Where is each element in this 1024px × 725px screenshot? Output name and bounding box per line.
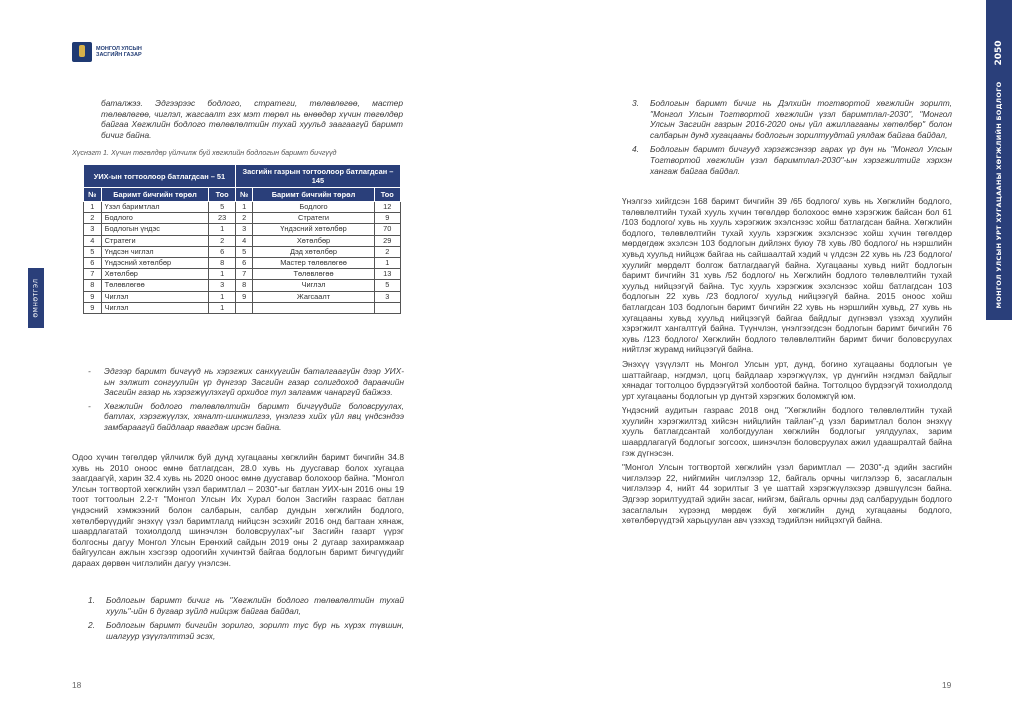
bullet-text: Хөгжлийн бодлого төлөвлөлтийн баримт бичгүүдийг боловсруулах, батлах, хэрэгжүүлэх, хяналт-шинжилгээ, үнэлгээ хийх үйл явц үндсэндээ замбараагүй байдлаар явагдаж ирсэн байна.	[104, 400, 404, 432]
table-cell: 1	[235, 202, 253, 213]
table-cell: Хөтөлбөр	[253, 235, 374, 246]
table-cell: 2	[235, 213, 253, 224]
table-cell: Бодлого	[101, 213, 209, 224]
list-item-text: Бодлогын баримт бичгууд хэрэгжсэнээр гарах үр дүн нь "Монгол Улсын Тогтвортой хөгжлийн үзэл баримтлал-2030"-ын хэрэгжилтийг хэрхэн хангаж байгаа байдал.	[650, 144, 952, 176]
page-number: 18	[72, 680, 82, 690]
table-cell: 4	[84, 235, 102, 246]
table-row	[84, 224, 401, 235]
table-cell: 13	[374, 269, 400, 280]
bullet-list	[88, 366, 404, 436]
table-cell: Үндэсний хөтөлбөр	[101, 257, 209, 268]
table-cell	[235, 302, 253, 313]
table-cell: Төлөвлөгөө	[253, 269, 374, 280]
sidebar-year: 2050	[994, 40, 1004, 66]
sidebar-title: МОНГОЛ УЛСЫН УРТ ХУГАЦААНЫ ХӨГЖЛИЙН БОДЛОГО	[995, 81, 1003, 309]
table-cell: 6	[84, 257, 102, 268]
table-cell: Бодлого	[253, 202, 374, 213]
table-row	[84, 291, 401, 302]
table-cell: 5	[209, 202, 235, 213]
bullet-text: Эдгээр баримт бичгүүд нь хэрэгжих санхүүгийн баталгаагүйн дээр УИХ-ын ээлжит сонгуулийн үр дүнгээр Засгийн газар солигдоход дараачийн Засгийн газар нь хэрэгжүүлэхгүй орхидог тул залгамж чанаргүй байжээ.	[104, 366, 404, 398]
table-row	[84, 269, 401, 280]
table-cell: Үзэл баримтлал	[101, 202, 209, 213]
table-cell: 3	[209, 280, 235, 291]
table-cell: 1	[209, 269, 235, 280]
list-item-text: Бодлогын баримт бичгийн зорилго, зорилт тус бүр нь хүрэх түвшин, шалгуур үзүүлэлттэй эсэх,	[106, 620, 404, 641]
government-logo	[72, 42, 142, 62]
table-row	[84, 280, 401, 291]
table-cell: 3	[374, 291, 400, 302]
table-cell: 3	[84, 224, 102, 235]
table-cell: Мастер төлөвлөгөө	[253, 257, 374, 268]
table-cell: 4	[235, 235, 253, 246]
list-item-text: Бодлогын баримт бичиг нь Дэлхийн тогтвортой хөгжлийн зорилт, "Монгол Улсын Тогтвортой хөгжлийн үзэл баримтлал-2030", "Монгол Улсын Засгийн газрын 2016-2020 оны үйл ажиллагааны хөтөлбөр" болон салбарын дунд хугацааны бодлогын зорилтуудтай уялдаж байгаа байдал,	[650, 98, 952, 140]
intro-paragraph: баталжээ. Эдгээрээс бодлого, стратеги, төлөвлөгөө, мастер төлөвлөгөө, чиглэл, жагсаалт гэх мэт төрөл нь өнөөдөр хүчин төгөлдөр байгаа Хөгжлийн бодлого төлөвлөлтийн тухай хуульд заагаагүй баримт бичиг байна.	[101, 98, 403, 140]
table-cell: 9	[84, 302, 102, 313]
table-cell: Үндсэн чиглэл	[101, 246, 209, 257]
table-cell	[374, 302, 400, 313]
table-cell: 7	[84, 269, 102, 280]
table-cell: 9	[84, 291, 102, 302]
list-item: 2. Бодлогын баримт бичгийн зорилго, зорилт тус бүр нь хүрэх түвшин, шалгуур үзүүлэлттэй эсэх,	[88, 620, 404, 641]
table-cell: 70	[374, 224, 400, 235]
list-item: - Эдгээр баримт бичгүүд нь хэрэгжих санхүүгийн баталгаагүйн дээр УИХ-ын ээлжит сонгуулийн үр дүнгээр Засгийн газар солигдоход дараачийн Засгийн газар нь хэрэгжүүлэхгүй орхидог тул залгамж чанаргүй байжээ.	[88, 366, 404, 398]
col-header-num: №	[84, 188, 102, 202]
table-row	[84, 213, 401, 224]
body-paragraph: Одоо хүчин төгөлдөр үйлчилж буй дунд хугацааны хөгжлийн баримт бичгийн 34.8 хувь нь 2010 оноос өмнө батлагдсан, 28.0 хувь нь дуусгавар болох хугацаа заагдаагүй, харин 32.4 хувь нь 2020 оноос өмнө дуусгавар болохоор байна. "Монгол Улсын тогтвортой хөгжлийн үзэл баримтлал – 2030"-ыг батлан УИХ-ын 2016 оны 19 тоот тогтоолын 2.2-т "Монгол Улсын Их Хурал болон Засгийн газраас батлан үндэсний хэмжээний болон салбарын, салбар дундын хөгжлийн бодлого, хөтөлбөрүүдийг энэхүү үзэл баримтлалд нийцсэн эсэхийг 2016 онд багтаан хянаж, шаардлагатай тохиолдолд шинэчлэн боловсруулах"-ыг Засгийн газарт үүрэг болгосны дагуу Монгол Улсын Ерөнхий сайдын 2019 оны 2 дугаар захирамжаар байгуулсан ажлын хэсгээр одоогийн хүчинтэй байгаа бодлогын баримт бичгүүдийг дараах дөрвөн чиглэлийн дагуу үнэлсэн.	[72, 452, 404, 568]
table-cell: 1	[84, 202, 102, 213]
list-item: 3. Бодлогын баримт бичиг нь Дэлхийн тогтвортой хөгжлийн зорилт, "Монгол Улсын Тогтвортой хөгжлийн үзэл баримтлал-2030", "Монгол Улсын Засгийн газрын 2016-2020 оны үйл ажиллагааны хөтөлбөр" болон салбарын дунд хугацааны бодлогын зорилтуудтай уялдаж байгаа байдал,	[632, 98, 952, 140]
body-paragraph: Энэхүү үзүүлэлт нь Монгол Улсын урт, дунд, богино хугацааны бодлогын үе шаттайгаар, нэгдмэл, цогц байдлаар хэрэгжүүлэх, үр дүнгийн нэгдмэл байдлыг хянадаг тогтолцоо бүрдээгүйтэй холбоотой байна. Тогтолцоо бүрдээгүй тохиолдолд урт хугацааны бодлогын үр дүнтэй хэрэгжих боломжгүй юм.	[622, 358, 952, 401]
table-cell	[253, 302, 374, 313]
table-cell: 1	[209, 224, 235, 235]
table-cell: Стратеги	[253, 213, 374, 224]
table-cell: 1	[374, 257, 400, 268]
col-header-count: Too	[374, 188, 400, 202]
table-cell: 12	[374, 202, 400, 213]
table-cell: Хөтөлбөр	[101, 269, 209, 280]
table-cell: 2	[374, 246, 400, 257]
table-cell: 29	[374, 235, 400, 246]
table-cell: 6	[235, 257, 253, 268]
numbered-list	[632, 98, 952, 180]
table-cell: 9	[235, 291, 253, 302]
body-text-column	[622, 196, 952, 530]
table-cell: Дэд хөтөлбөр	[253, 246, 374, 257]
table-cell: Бодлогын үндэс	[101, 224, 209, 235]
table-cell: 7	[235, 269, 253, 280]
list-item: 1. Бодлогын баримт бичиг нь "Хөгжлийн бодлого төлөвлөлтийн тухай хууль"-ийн 6 дугаар зүйлд нийцэж байгаа байдал,	[88, 595, 404, 616]
table-cell: Стратеги	[101, 235, 209, 246]
table-cell: Чиглэл	[253, 280, 374, 291]
table-cell: Жагсаалт	[253, 291, 374, 302]
chapter-sidebar-title	[986, 70, 1012, 320]
table-cell: Чиглэл	[101, 291, 209, 302]
body-paragraph: "Монгол Улсын тогтвортой хөгжлийн үзэл баримтлал — 2030"-д эдийн засгийн чиглэлээр 22, нийгмийн чиглэлээр 12, байгаль орчны чиглэлээр 6, засаглалын чиглэлээр 4, нийт 44 зорилтыг 3 үе шаттай хэрэгжүүлэхээр дэвшүүлсэн байна. Эдгээр зорилтуудтай эдийн засаг, нийгэм, байгаль орчны дэд салбаруудын бодлого засаглалын хүрээнд мөрдөж буй хөгжлийн дунд хугацааны бодлого, хөтөлбөрүүдтэй харьцуулан авч үзэхэд тэдийлэн нийцэхгүй байна.	[622, 462, 952, 526]
section-tab	[28, 268, 44, 328]
list-item-text: Бодлогын баримт бичиг нь "Хөгжлийн бодлого төлөвлөлтийн тухай хууль"-ийн 6 дугаар зүйлд нийцэж байгаа байдал,	[106, 595, 404, 616]
table-row	[84, 246, 401, 257]
table-cell: 1	[209, 302, 235, 313]
table-cell: 8	[84, 280, 102, 291]
table-cell: 5	[374, 280, 400, 291]
table-row	[84, 235, 401, 246]
table-row	[84, 257, 401, 268]
table-group-header-government: Засгийн газрын тогтоолоор батлагдсан – 145	[235, 165, 400, 188]
table-cell: 5	[84, 246, 102, 257]
numbered-list	[88, 595, 404, 645]
body-paragraph: Үндэсний аудитын газраас 2018 онд "Хөгжлийн бодлого төлөвлөлтийн тухай хуулийн хэрэгжилтэд хийсэн нийцлийн тайлан"-д үзэл баримтлал болон энэхүү хууль батлагдсантай холбогдуулан хөгжлийн бодлогыг уялдуулах, зарим шаардлагагүй бодлогыг зогсоох, шинэчлэн боловсруулах ажил удаашралтай байна гэж дүгнэсэн.	[622, 405, 952, 458]
table-cell: 23	[209, 213, 235, 224]
col-header-type: Баримт бичгийн төрөл	[253, 188, 374, 202]
table-cell: 2	[209, 235, 235, 246]
col-header-num: №	[235, 188, 253, 202]
table-cell: 8	[235, 280, 253, 291]
logo-line1: МОНГОЛ УЛСЫН	[96, 45, 142, 52]
table-cell: 9	[374, 213, 400, 224]
right-page	[512, 0, 1024, 725]
policy-documents-table	[83, 164, 401, 314]
logo-line2: ЗАСГИЙН ГАЗАР	[96, 52, 142, 58]
table-cell: 8	[209, 257, 235, 268]
table-cell: Чиглэл	[101, 302, 209, 313]
table-cell: Үндэсний хөтөлбөр	[253, 224, 374, 235]
table-group-header-parliament: УИХ-ын тогтоолоор батлагдсан – 51	[84, 165, 236, 188]
table-cell: Төлөвлөгөө	[101, 280, 209, 291]
table-cell: 2	[84, 213, 102, 224]
table-row	[84, 302, 401, 313]
section-tab-label: ӨМНӨТГЭЛ	[32, 278, 40, 318]
page-number: 19	[942, 680, 952, 690]
table-caption: Хүснэгт 1. Хүчин төгөлдөр үйлчилж буй хөгжлийн бодлогын баримт бичгүүд	[72, 148, 337, 157]
state-emblem-icon	[72, 42, 92, 62]
table-row	[84, 202, 401, 213]
table-cell: 5	[235, 246, 253, 257]
col-header-type: Баримт бичгийн төрөл	[101, 188, 209, 202]
col-header-count: Too	[209, 188, 235, 202]
list-item: 4. Бодлогын баримт бичгууд хэрэгжсэнээр гарах үр дүн нь "Монгол Улсын Тогтвортой хөгжлийн үзэл баримтлал-2030"-ын хэрэгжилтийг хэрхэн хангаж байгаа байдал.	[632, 144, 952, 176]
body-paragraph: Үнэлгээ хийгдсэн 168 баримт бичгийн 39 /65 бодлого/ хувь нь Хөгжлийн бодлого, төлөвлөлтийн тухай хууль хүчин төгөлдөр болохоос өмнө хэрэгжиж байсан бол 61 /103 бодлого/ хувь нь хууль хэрэгжиж эхэлснээс хойш батлагдсан байна. Хөгжлийн бодлого, төлөвлөлтийн тухай хууль хэрэгжиж эхэлснээс хойш хүчин төгөлдөр мөрдөгдөж эхэлсэн 103 бодлогын дийлэнх буюу 78 хувь /80 бодлого/ нь нэршлийн хувьд хуульд нийцэж байгаа нь сайшаалтай хэдий ч үлдсэн 22 хувь нь /23 бодлого/ хуулийг мөрдөлт болгож батлагдаагүй байна. Хугацааны хувьд нийт бодлогын баримт бичгийн 31 хувь /52 бодлого/ нь Хөгжлийн бодлого төлөвлөлтийн тухай хуульд нийцээгүй байна. Тус хууль хэрэгжиж эхэлснээс хойш батлагдсан 103 бодлогын 22 хувь /23 бодлого/ хуульд нийцээгүй байна. 2015 оноос хойш батлагдсан 103 бодлогын баримт бичгийн 22 хувь нь нэршлийн хувьд, 27 хувь нь хугацааны хувьд хуульд нийцээгүй байгаа байдлыг дүгнэвэл үзэхэд хуулийн хэрэгжилт хангалтгүй байна. Түүнчлэн, үнэлгээгдсэн бодлогын баримт бичгийн 76 хувь /123 бодлого/ Хөгжлийн бодлого төлөвлөлтийн баримт бичиг боловсруулах нийтлэг журамд нийцээгүй байна.	[622, 196, 952, 355]
table-cell: 1	[209, 291, 235, 302]
table-cell: 3	[235, 224, 253, 235]
list-item: - Хөгжлийн бодлого төлөвлөлтийн баримт бичгүүдийг боловсруулах, батлах, хэрэгжүүлэх, хяналт-шинжилгээ, үнэлгээ хийх үйл явц үндсэндээ замбараагүй байдлаар явагдаж ирсэн байна.	[88, 400, 404, 432]
table-cell: 6	[209, 246, 235, 257]
